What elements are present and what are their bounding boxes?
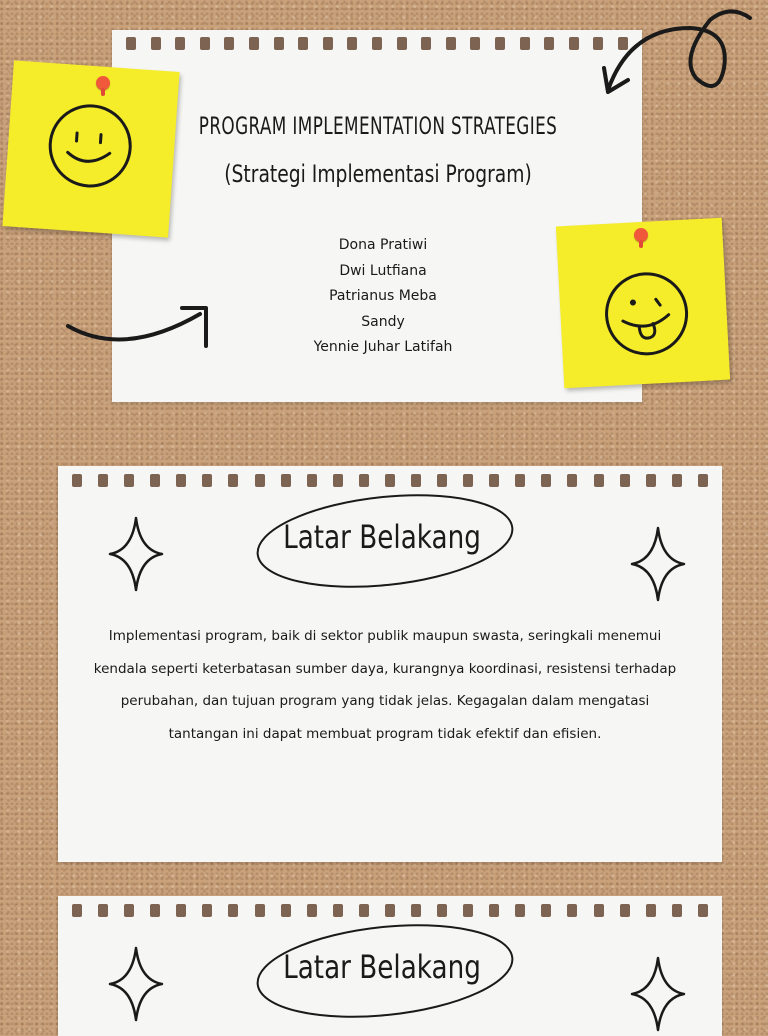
pushpin-icon [96, 76, 110, 90]
section-body: Implementasi program, baik di sektor publik maupun swasta, seringkali menemui kendala seperti keterbatasan sumber daya, kurangnya koordinasi, resistensi terhadap perubahan, dan tujuan program yang tidak jelas. Kegagalan dalam mengatasi tantangan ini dapat membuat program tidak efektif dan efisien. [93, 628, 677, 742]
curved-arrow-icon [64, 300, 224, 360]
author-name: Yennie Juhar Latifah [313, 339, 453, 355]
author-name: Dwi Lutfiana [339, 262, 427, 279]
cover-subtitle: (Strategi Implementasi Program) [224, 160, 532, 188]
sticky-note-right [556, 218, 730, 388]
section-heading: Latar Belakang [283, 518, 481, 556]
cover-title: PROGRAM IMPLEMENTATION STRATEGIES [198, 112, 558, 140]
sparkle-icon [628, 524, 688, 604]
curved-arrow-icon [600, 8, 760, 108]
sticky-note-left [2, 60, 179, 237]
smiley-icon [37, 93, 144, 200]
binder-holes [112, 37, 642, 51]
author-name: Dona Pratiwi [338, 237, 428, 253]
tongue-smiley-icon [594, 261, 699, 366]
section-heading: Latar Belakang [283, 948, 481, 986]
sparkle-icon [106, 514, 166, 594]
sparkle-icon [628, 954, 688, 1034]
pushpin-icon [634, 228, 648, 242]
author-name: Patrianus Meba [329, 288, 437, 304]
author-name: Sandy [361, 313, 405, 330]
sparkle-icon [106, 944, 166, 1024]
